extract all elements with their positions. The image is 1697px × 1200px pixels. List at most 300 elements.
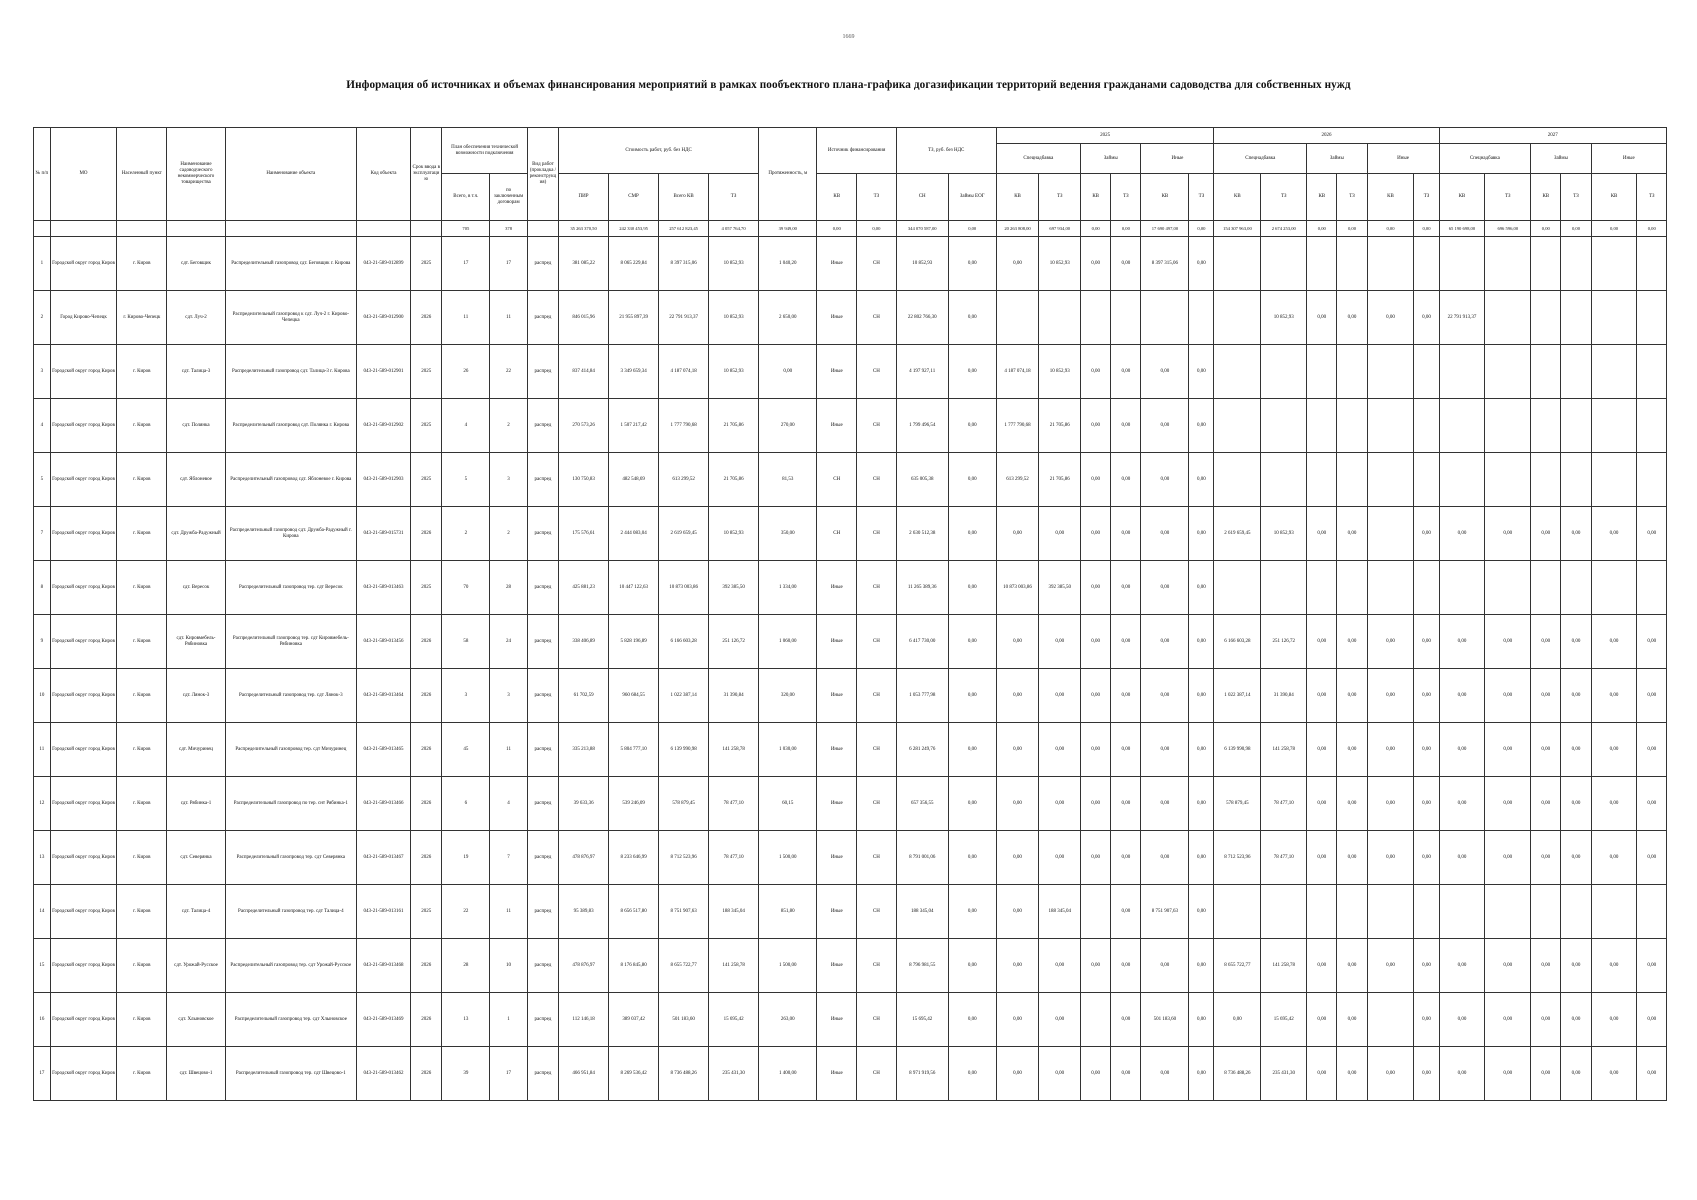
table-cell: 11 bbox=[442, 291, 490, 345]
table-cell: Городской округ город Киров bbox=[50, 615, 117, 669]
header-kv-total: Всего КВ bbox=[659, 174, 709, 221]
table-cell: г. Киров bbox=[117, 615, 167, 669]
table-cell bbox=[1261, 399, 1307, 453]
table-cell: 8 397 315,06 bbox=[659, 237, 709, 291]
table-cell: г. Киров bbox=[117, 345, 167, 399]
table-cell: 11 bbox=[34, 723, 51, 777]
table-cell: 188 345,04 bbox=[709, 885, 759, 939]
table-cell: 17 bbox=[490, 1047, 528, 1101]
table-cell: 0,00 bbox=[1141, 723, 1189, 777]
table-cell: 0,00 bbox=[1439, 777, 1485, 831]
table-cell: 0,00 bbox=[1189, 615, 1214, 669]
table-cell: 0,00 bbox=[1439, 1047, 1485, 1101]
table-cell: 320,00 bbox=[759, 669, 817, 723]
header-2025-other: Иные bbox=[1141, 144, 1214, 174]
table-row bbox=[34, 939, 1667, 993]
table-cell: Распределительный газопровод сдт. Дружба-Радужный г. Кирова bbox=[225, 507, 356, 561]
table-cell: 0,00 bbox=[1081, 669, 1111, 723]
header-src-kv: КВ bbox=[817, 174, 857, 221]
table-cell bbox=[356, 221, 410, 237]
table-cell: Городской округ город Киров bbox=[50, 885, 117, 939]
table-cell: сдт. Талица-3 bbox=[167, 345, 225, 399]
table-cell bbox=[1081, 291, 1111, 345]
table-cell: 0,00 bbox=[1485, 777, 1531, 831]
table-cell: 0,00 bbox=[1189, 507, 1214, 561]
table-cell bbox=[1337, 453, 1367, 507]
table-cell bbox=[1367, 993, 1414, 1047]
header-term: Срок ввода в эксплуатацию bbox=[411, 128, 442, 221]
table-cell: Городской округ город Киров bbox=[50, 993, 117, 1047]
table-cell: 0,00 bbox=[1439, 723, 1485, 777]
document-title: Информация об источниках и объемах финансирования мероприятий в рамках пообъектного плана-графика догазификации территорий ведения гражданами садоводства для собственных нужд bbox=[346, 79, 1351, 91]
table-cell bbox=[1561, 885, 1591, 939]
table-cell: 0,00 bbox=[1189, 777, 1214, 831]
table-cell: сдт. Беговщик bbox=[167, 237, 225, 291]
table-cell: Распределительный газопровод сдт. Талица-3 г. Кирова bbox=[225, 345, 356, 399]
table-cell bbox=[1141, 291, 1189, 345]
header-2027-loans-tz: ТЗ bbox=[1561, 174, 1591, 221]
table-cell: сдт. Швецово-1 bbox=[167, 1047, 225, 1101]
table-cell bbox=[1531, 885, 1561, 939]
table-cell: Распределительный газопровод тер. сдт Талица-4 bbox=[225, 885, 356, 939]
table-cell: СН bbox=[857, 885, 897, 939]
table-cell bbox=[167, 221, 225, 237]
header-2027-special-tz: ТЗ bbox=[1485, 174, 1531, 221]
table-cell: 0,00 bbox=[1591, 939, 1637, 993]
table-cell: 466 951,84 bbox=[559, 1047, 609, 1101]
table-cell: 0,00 bbox=[1039, 831, 1081, 885]
table-cell: 6 bbox=[442, 777, 490, 831]
table-cell: Городской округ город Киров bbox=[50, 1047, 117, 1101]
table-cell: 6 281 249,76 bbox=[896, 723, 948, 777]
table-cell: Городской округ город Киров bbox=[50, 453, 117, 507]
table-cell: 0,00 bbox=[1637, 777, 1667, 831]
table-cell: 0,00 bbox=[1414, 507, 1439, 561]
table-cell: 389 037,42 bbox=[609, 993, 659, 1047]
table-cell bbox=[1485, 399, 1531, 453]
table-cell: 0,00 bbox=[1081, 399, 1111, 453]
table-cell: 0,00 bbox=[1081, 831, 1111, 885]
table-cell: 0,00 bbox=[1189, 453, 1214, 507]
table-cell: 0,00 bbox=[1081, 615, 1111, 669]
table-cell bbox=[1367, 237, 1414, 291]
header-length: Протяженность, м bbox=[759, 128, 817, 221]
table-cell: 697 934,00 bbox=[1039, 221, 1081, 237]
table-cell: 0,00 bbox=[817, 221, 857, 237]
table-cell: 78 477,10 bbox=[1261, 831, 1307, 885]
table-cell: 837 414,84 bbox=[559, 345, 609, 399]
header-2026-other: Иные bbox=[1367, 144, 1439, 174]
table-cell: 335 213,88 bbox=[559, 723, 609, 777]
table-cell: Иные bbox=[817, 291, 857, 345]
table-cell: 0,00 bbox=[948, 831, 996, 885]
table-cell: г. Киров bbox=[117, 507, 167, 561]
header-2025-loans: Займы bbox=[1081, 144, 1141, 174]
financing-table bbox=[33, 127, 1667, 1101]
table-cell: 0,00 bbox=[1337, 777, 1367, 831]
table-cell: 0,00 bbox=[1039, 777, 1081, 831]
table-cell: 4 bbox=[442, 399, 490, 453]
table-cell: 13 bbox=[442, 993, 490, 1047]
table-cell: Распределительный газопровод тер. сдт Урожай-Русское bbox=[225, 939, 356, 993]
table-cell: 0,00 bbox=[857, 221, 897, 237]
table-cell: 5 bbox=[442, 453, 490, 507]
table-cell: 6 417 730,00 bbox=[896, 615, 948, 669]
table-cell: г. Киров bbox=[117, 939, 167, 993]
table-cell: 2 bbox=[490, 507, 528, 561]
table-cell: 2026 bbox=[411, 939, 442, 993]
table-cell: 578 879,45 bbox=[659, 777, 709, 831]
header-2025-loans-kv: КВ bbox=[1081, 174, 1111, 221]
table-cell: 17 bbox=[34, 1047, 51, 1101]
table-cell: 10 852,93 bbox=[1261, 507, 1307, 561]
table-cell: 8 796 981,55 bbox=[896, 939, 948, 993]
table-cell: 0,00 bbox=[948, 237, 996, 291]
table-cell: сдт. Луч-2 bbox=[167, 291, 225, 345]
table-cell bbox=[225, 221, 356, 237]
table-cell: 0,00 bbox=[1337, 615, 1367, 669]
table-cell: г. Киров bbox=[117, 831, 167, 885]
table-cell: 0,00 bbox=[948, 507, 996, 561]
table-cell: 0,00 bbox=[1111, 939, 1141, 993]
table-cell bbox=[1414, 885, 1439, 939]
table-cell: 0,00 bbox=[1637, 221, 1667, 237]
table-cell: 15 bbox=[34, 939, 51, 993]
header-object: Наименование объекта bbox=[225, 128, 356, 221]
table-cell: 8 269 536,42 bbox=[609, 1047, 659, 1101]
table-cell: 188 345,04 bbox=[1039, 885, 1081, 939]
table-cell: 8 655 722,77 bbox=[659, 939, 709, 993]
table-cell: 0,00 bbox=[1637, 669, 1667, 723]
table-cell: 0,00 bbox=[996, 237, 1039, 291]
table-cell: 28 bbox=[490, 561, 528, 615]
table-cell: 0,00 bbox=[1591, 777, 1637, 831]
header-2027-loans-kv: КВ bbox=[1531, 174, 1561, 221]
table-cell: 3 349 659,34 bbox=[609, 345, 659, 399]
table-cell: 0,00 bbox=[1367, 221, 1414, 237]
table-cell: 613 299,52 bbox=[996, 453, 1039, 507]
table-cell: 0,00 bbox=[1337, 1047, 1367, 1101]
table-cell bbox=[34, 221, 51, 237]
table-cell: 2025 bbox=[411, 453, 442, 507]
table-cell: г. Киров bbox=[117, 993, 167, 1047]
table-cell: г. Киров bbox=[117, 669, 167, 723]
table-cell: 0,00 bbox=[1637, 615, 1667, 669]
table-cell: распред bbox=[527, 399, 558, 453]
header-2026-other-kv: КВ bbox=[1367, 174, 1414, 221]
table-cell: 1 bbox=[490, 993, 528, 1047]
table-cell: 392 385,50 bbox=[709, 561, 759, 615]
table-cell: 2025 bbox=[411, 399, 442, 453]
table-cell: 270 573,26 bbox=[559, 399, 609, 453]
table-cell: 657 356,55 bbox=[896, 777, 948, 831]
table-cell: 043-21-589-013456 bbox=[356, 615, 410, 669]
header-2025-special-tz: ТЗ bbox=[1039, 174, 1081, 221]
table-cell: 0,00 bbox=[1367, 777, 1414, 831]
table-cell: 0,00 bbox=[1081, 1047, 1111, 1101]
table-cell: сдт. Вересок bbox=[167, 561, 225, 615]
table-cell: сдт. Хлыновское bbox=[167, 993, 225, 1047]
table-cell: Иные bbox=[817, 885, 857, 939]
header-settlement: Населенный пункт bbox=[117, 128, 167, 221]
table-cell: Распределительный газопровод тер. сдт Лянок-3 bbox=[225, 669, 356, 723]
table-cell: 705 bbox=[442, 221, 490, 237]
table-cell bbox=[1485, 345, 1531, 399]
table-cell: 61 702,59 bbox=[559, 669, 609, 723]
table-cell: 242 330 453,95 bbox=[609, 221, 659, 237]
table-cell: СН bbox=[857, 777, 897, 831]
table-cell: 0,00 bbox=[1485, 669, 1531, 723]
table-cell: 0,00 bbox=[1189, 723, 1214, 777]
table-cell: 0,00 bbox=[1111, 723, 1141, 777]
table-cell: 0,00 bbox=[1485, 939, 1531, 993]
table-cell: 0,00 bbox=[948, 221, 996, 237]
table-cell: 9 bbox=[34, 615, 51, 669]
table-cell: 0,00 bbox=[1414, 993, 1439, 1047]
table-cell: 0,00 bbox=[1141, 453, 1189, 507]
table-cell: 11 bbox=[490, 885, 528, 939]
table-cell: 0,00 bbox=[1531, 777, 1561, 831]
table-cell: Распределительный газопровод сдт. Беговщик г. Кирова bbox=[225, 237, 356, 291]
table-cell: г. Киров bbox=[117, 885, 167, 939]
table-cell: 0,00 bbox=[1414, 291, 1439, 345]
table-cell: 0,00 bbox=[1485, 993, 1531, 1047]
table-cell: 043-21-589-012899 bbox=[356, 237, 410, 291]
table-cell: 0,00 bbox=[948, 777, 996, 831]
table-cell: СН bbox=[857, 453, 897, 507]
table-cell: 0,00 bbox=[1439, 993, 1485, 1047]
table-cell: СН bbox=[817, 453, 857, 507]
table-cell: 0,00 bbox=[1214, 993, 1261, 1047]
table-cell bbox=[1591, 237, 1637, 291]
table-cell bbox=[1439, 561, 1485, 615]
table-cell: 4 057 764,70 bbox=[709, 221, 759, 237]
table-cell bbox=[1367, 885, 1414, 939]
table-cell: 0,00 bbox=[1561, 1047, 1591, 1101]
table-cell: 0,00 bbox=[996, 777, 1039, 831]
table-cell: 0,00 bbox=[1111, 345, 1141, 399]
table-cell: 4 bbox=[490, 777, 528, 831]
header-2026-loans-kv: КВ bbox=[1307, 174, 1337, 221]
table-cell: 1 777 790,68 bbox=[659, 399, 709, 453]
table-cell: 6 166 603,28 bbox=[659, 615, 709, 669]
table-cell: 270,00 bbox=[759, 399, 817, 453]
header-2027-special: Спецнадбавка bbox=[1439, 144, 1531, 174]
table-cell: 0,00 bbox=[1337, 831, 1367, 885]
table-cell bbox=[1214, 237, 1261, 291]
table-cell: 4 187 074,18 bbox=[996, 345, 1039, 399]
table-row bbox=[34, 453, 1667, 507]
table-cell: 0,00 bbox=[1637, 1047, 1667, 1101]
header-2026-loans-tz: ТЗ bbox=[1337, 174, 1367, 221]
header-2025-other-tz: ТЗ bbox=[1189, 174, 1214, 221]
table-cell: 141 258,78 bbox=[709, 723, 759, 777]
table-cell: 2025 bbox=[411, 237, 442, 291]
table-cell: 8 751 907,63 bbox=[1141, 885, 1189, 939]
table-cell: 043-21-589-013468 bbox=[356, 939, 410, 993]
table-cell: распред bbox=[527, 291, 558, 345]
table-cell bbox=[1367, 561, 1414, 615]
table-cell: 0,00 bbox=[1591, 831, 1637, 885]
table-cell: 24 bbox=[490, 615, 528, 669]
table-cell: Иные bbox=[817, 561, 857, 615]
table-cell: 130 750,83 bbox=[559, 453, 609, 507]
table-cell: 1 799 496,54 bbox=[896, 399, 948, 453]
table-cell bbox=[1637, 453, 1667, 507]
table-cell: 0,00 bbox=[1439, 831, 1485, 885]
table-cell: 0,00 bbox=[1637, 831, 1667, 885]
header-partnership: Наименование садоводческого некоммерческого товарищества bbox=[167, 128, 225, 221]
table-cell: 10 447 122,63 bbox=[609, 561, 659, 615]
header-2027-other: Иные bbox=[1591, 144, 1666, 174]
table-cell bbox=[1414, 345, 1439, 399]
table-cell: распред bbox=[527, 561, 558, 615]
table-cell: 381 085,22 bbox=[559, 237, 609, 291]
table-cell: 0,00 bbox=[1111, 777, 1141, 831]
table-cell: 4 187 074,18 bbox=[659, 345, 709, 399]
table-cell bbox=[1561, 561, 1591, 615]
table-cell: 0,00 bbox=[948, 291, 996, 345]
table-cell bbox=[1637, 885, 1667, 939]
table-cell: 0,00 bbox=[1189, 399, 1214, 453]
table-cell: 482 548,69 bbox=[609, 453, 659, 507]
header-smr: СМР bbox=[609, 174, 659, 221]
table-cell: 0,00 bbox=[1141, 561, 1189, 615]
table-cell: 0,00 bbox=[1189, 221, 1214, 237]
table-cell: 0,00 bbox=[1367, 939, 1414, 993]
table-cell: СН bbox=[857, 399, 897, 453]
table-cell: 8 736 488,26 bbox=[659, 1047, 709, 1101]
table-cell: 0,00 bbox=[1189, 993, 1214, 1047]
table-cell: 539 246,09 bbox=[609, 777, 659, 831]
table-cell: 1 040,20 bbox=[759, 237, 817, 291]
table-cell: 10 852,93 bbox=[709, 291, 759, 345]
table-cell: 1 053 777,98 bbox=[896, 669, 948, 723]
table-cell: 2 bbox=[442, 507, 490, 561]
table-cell bbox=[1261, 345, 1307, 399]
table-cell: Иные bbox=[817, 399, 857, 453]
table-cell: 0,00 bbox=[1307, 669, 1337, 723]
table-cell: 0,00 bbox=[1485, 507, 1531, 561]
table-cell bbox=[1081, 885, 1111, 939]
table-cell: 8 751 907,63 bbox=[659, 885, 709, 939]
table-cell: 10 852,93 bbox=[709, 237, 759, 291]
table-cell: 0,00 bbox=[996, 669, 1039, 723]
table-cell: 20 263 808,00 bbox=[996, 221, 1039, 237]
table-cell: 378 bbox=[490, 221, 528, 237]
table-cell: 0,00 bbox=[1307, 939, 1337, 993]
table-cell: 0,00 bbox=[1591, 221, 1637, 237]
table-cell: 70 bbox=[442, 561, 490, 615]
table-cell: 0,00 bbox=[948, 1047, 996, 1101]
table-cell: 0,00 bbox=[948, 885, 996, 939]
table-cell: 2026 bbox=[411, 831, 442, 885]
table-cell: 0,00 bbox=[1189, 345, 1214, 399]
table-cell: Иные bbox=[817, 939, 857, 993]
table-cell bbox=[1307, 561, 1337, 615]
table-cell: 0,00 bbox=[1531, 993, 1561, 1047]
table-cell: сдт. Лянок-3 bbox=[167, 669, 225, 723]
table-cell: сдт. Полянка bbox=[167, 399, 225, 453]
table-cell: 043-21-589-012903 bbox=[356, 453, 410, 507]
table-cell: г. Киров bbox=[117, 453, 167, 507]
table-cell: 154 307 963,00 bbox=[1214, 221, 1261, 237]
table-cell: 0,00 bbox=[948, 345, 996, 399]
header-2025-special-kv: КВ bbox=[996, 174, 1039, 221]
table-cell: 392 385,50 bbox=[1039, 561, 1081, 615]
table-cell: 1 400,00 bbox=[759, 1047, 817, 1101]
header-2026-special: Спецнадбавка bbox=[1214, 144, 1307, 174]
table-cell: Иные bbox=[817, 831, 857, 885]
table-cell: 95 389,83 bbox=[559, 885, 609, 939]
table-cell: 78 477,10 bbox=[1261, 777, 1307, 831]
table-cell: 45 bbox=[442, 723, 490, 777]
table-cell: 5 804 777,10 bbox=[609, 723, 659, 777]
table-cell: 043-21-589-013463 bbox=[356, 561, 410, 615]
table-cell: 0,00 bbox=[1591, 615, 1637, 669]
table-cell: Городской округ город Киров bbox=[50, 831, 117, 885]
table-cell: 0,00 bbox=[1591, 669, 1637, 723]
table-cell: г. Киров bbox=[117, 399, 167, 453]
table-cell: 0,00 bbox=[1081, 939, 1111, 993]
table-cell bbox=[1214, 885, 1261, 939]
table-cell bbox=[1414, 399, 1439, 453]
table-cell: 14 bbox=[34, 885, 51, 939]
table-cell: Городской округ город Киров bbox=[50, 669, 117, 723]
table-cell: 2 bbox=[490, 399, 528, 453]
table-cell: 7 bbox=[490, 831, 528, 885]
table-cell: 17 bbox=[442, 237, 490, 291]
table-cell: 0,00 bbox=[1039, 669, 1081, 723]
header-tz: ТЗ bbox=[709, 174, 759, 221]
header-year-2027: 2027 bbox=[1439, 128, 1666, 144]
table-cell bbox=[1307, 399, 1337, 453]
table-cell: 2 444 083,04 bbox=[609, 507, 659, 561]
table-cell bbox=[1561, 237, 1591, 291]
header-code: Код объекта bbox=[356, 128, 410, 221]
table-cell: Распределительный газопровод тер. сдт Мичуринец bbox=[225, 723, 356, 777]
table-cell: 21 705,86 bbox=[709, 399, 759, 453]
table-cell: 0,00 bbox=[1307, 777, 1337, 831]
table-cell: 0,00 bbox=[1189, 1047, 1214, 1101]
table-cell bbox=[1439, 885, 1485, 939]
table-cell: 28 bbox=[442, 939, 490, 993]
table-cell: 39 949,00 bbox=[759, 221, 817, 237]
table-cell: 0,00 bbox=[1414, 723, 1439, 777]
table-cell: 0,00 bbox=[1337, 723, 1367, 777]
table-cell: 35 263 370,50 bbox=[559, 221, 609, 237]
table-cell bbox=[1214, 345, 1261, 399]
table-cell bbox=[1531, 345, 1561, 399]
table-cell: Распределительный газопровод тер. сдт Северянка bbox=[225, 831, 356, 885]
table-cell: г. Киров bbox=[117, 777, 167, 831]
table-cell: 0,00 bbox=[1141, 507, 1189, 561]
table-cell: 16 bbox=[34, 993, 51, 1047]
table-cell bbox=[1189, 291, 1214, 345]
table-cell: 0,00 bbox=[996, 939, 1039, 993]
table-cell: 0,00 bbox=[1111, 561, 1141, 615]
table-cell: 0,00 bbox=[1111, 885, 1141, 939]
table-cell: 2026 bbox=[411, 669, 442, 723]
table-cell: распред bbox=[527, 345, 558, 399]
table-cell: 1 777 790,68 bbox=[996, 399, 1039, 453]
table-cell: СН bbox=[857, 561, 897, 615]
table-cell bbox=[1261, 453, 1307, 507]
table-cell: 0,00 bbox=[1141, 777, 1189, 831]
table-cell: 6 166 603,28 bbox=[1214, 615, 1261, 669]
table-cell: 0,00 bbox=[1111, 399, 1141, 453]
table-cell bbox=[1439, 237, 1485, 291]
